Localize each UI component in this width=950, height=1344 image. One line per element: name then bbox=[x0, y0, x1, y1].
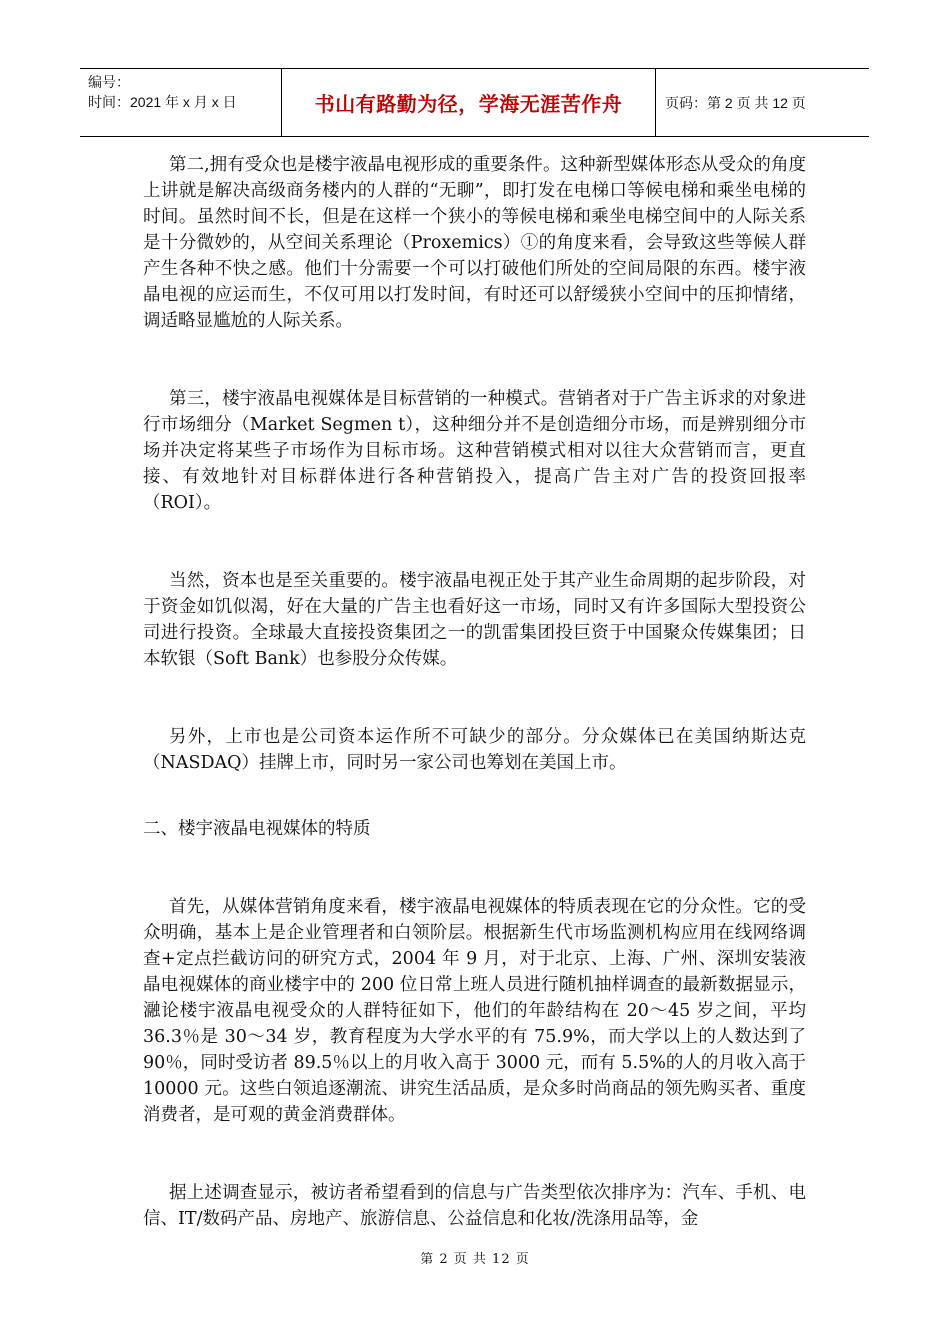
document-date: 时间：2021 年 x 月 x 日 bbox=[88, 94, 237, 110]
page-header bbox=[80, 68, 869, 137]
document-number-label: 编号： bbox=[88, 74, 130, 90]
paragraph-target-marketing: 第三，楼宇液晶电视媒体是目标营销的一种模式。营销者对于广告主诉求的对象进行市场细分（Market Segmen t），这种细分并不是创造细分市场，而是辨别细分市场并决定将某些子市场作为目标市场。这种营销模式相对以往大众营销而言，更直接、有效地针对目标群体进行各种营销投入，提高广告主对广告的投资回报率（ROI）。 bbox=[143, 389, 806, 513]
section-heading: 二、楼宇液晶电视媒体的特质 bbox=[143, 819, 371, 839]
page-footer: 第 2 页 共 12 页 bbox=[420, 1252, 530, 1267]
paragraph-audience: 第二,拥有受众也是楼宇液晶电视形成的重要条件。这种新型媒体形态从受众的角度上讲就是解决高级商务楼内的人群的“无聊”，即打发在电梯口等候电梯和乘坐电梯的时间。虽然时间不长，但是在这样一个狭小的等候电梯和乘坐电梯空间中的人际关系是十分微妙的，从空间关系理论（Proxemics）①的角度来看，会导致这些等候人群产生各种不快之感。他们十分需要一个可以打破他们所处的空间局限的东西。楼宇液晶电视的应运而生，不仅可用以打发时间，有时还可以舒缓狭小空间中的压抑情绪，调适略显尴尬的人际关系。 bbox=[143, 155, 806, 331]
paragraph-listing: 另外，上市也是公司资本运作所不可缺少的部分。分众媒体已在美国纳斯达克（NASDAQ）挂牌上市，同时另一家公司也筹划在美国上市。 bbox=[143, 727, 806, 773]
header-page-code-cell bbox=[656, 69, 869, 136]
paragraph-survey-preferences: 据上述调查显示，被访者希望看到的信息与广告类型依次排序为：汽车、手机、电信、IT/数码产品、房地产、旅游信息、公益信息和化妆/洗涤用品等，金 bbox=[143, 1183, 806, 1229]
paragraph-audience-traits: 首先，从媒体营销角度来看，楼宇液晶电视媒体的特质表现在它的分众性。它的受众明确，基本上是企业管理者和白领阶层。根据新生代市场监测机构应用在线网络调查+定点拦截访问的研究方式，2004 年 9 月，对于北京、上海、广州、深圳安装液晶电视媒体的商业楼宇中的 200 位日常上班人员进行随机抽样调查的最新数据显示，瀜论楼宇液晶电视受众的人群特征如下，他们的年龄结构在 20～45 岁之间，平均 36.3％是 30～34 岁，教育程度为大学水平的有 75.9%，而大学以上的人数达到了 90％，同时受访者 89.5％以上的月收入高于 3000 元，而有 5.5%的人的月收入高于 10000 元。这些白领追逐潮流、讲究生活品质，是众多时尚商品的领先购买者、重度消费者，是可观的黄金消费群体。 bbox=[143, 897, 806, 1125]
header-motto: 书山有路勤为径，学海无涯苦作舟 bbox=[314, 92, 623, 116]
header-motto-cell bbox=[282, 69, 656, 136]
paragraph-capital: 当然，资本也是至关重要的。楼宇液晶电视正处于其产业生命周期的起步阶段，对于资金如饥似渴，好在大量的广告主也看好这一市场，同时又有许多国际大型投资公司进行投资。全球最大直接投资集团之一的凯雷集团投巨资于中国聚众传媒集团；日本软银（Soft Bank）也参股分众传媒。 bbox=[143, 571, 806, 669]
header-page-code: 页码：第 2 页 共 12 页 bbox=[665, 94, 806, 111]
document-body bbox=[143, 152, 806, 1232]
header-meta bbox=[80, 69, 282, 136]
